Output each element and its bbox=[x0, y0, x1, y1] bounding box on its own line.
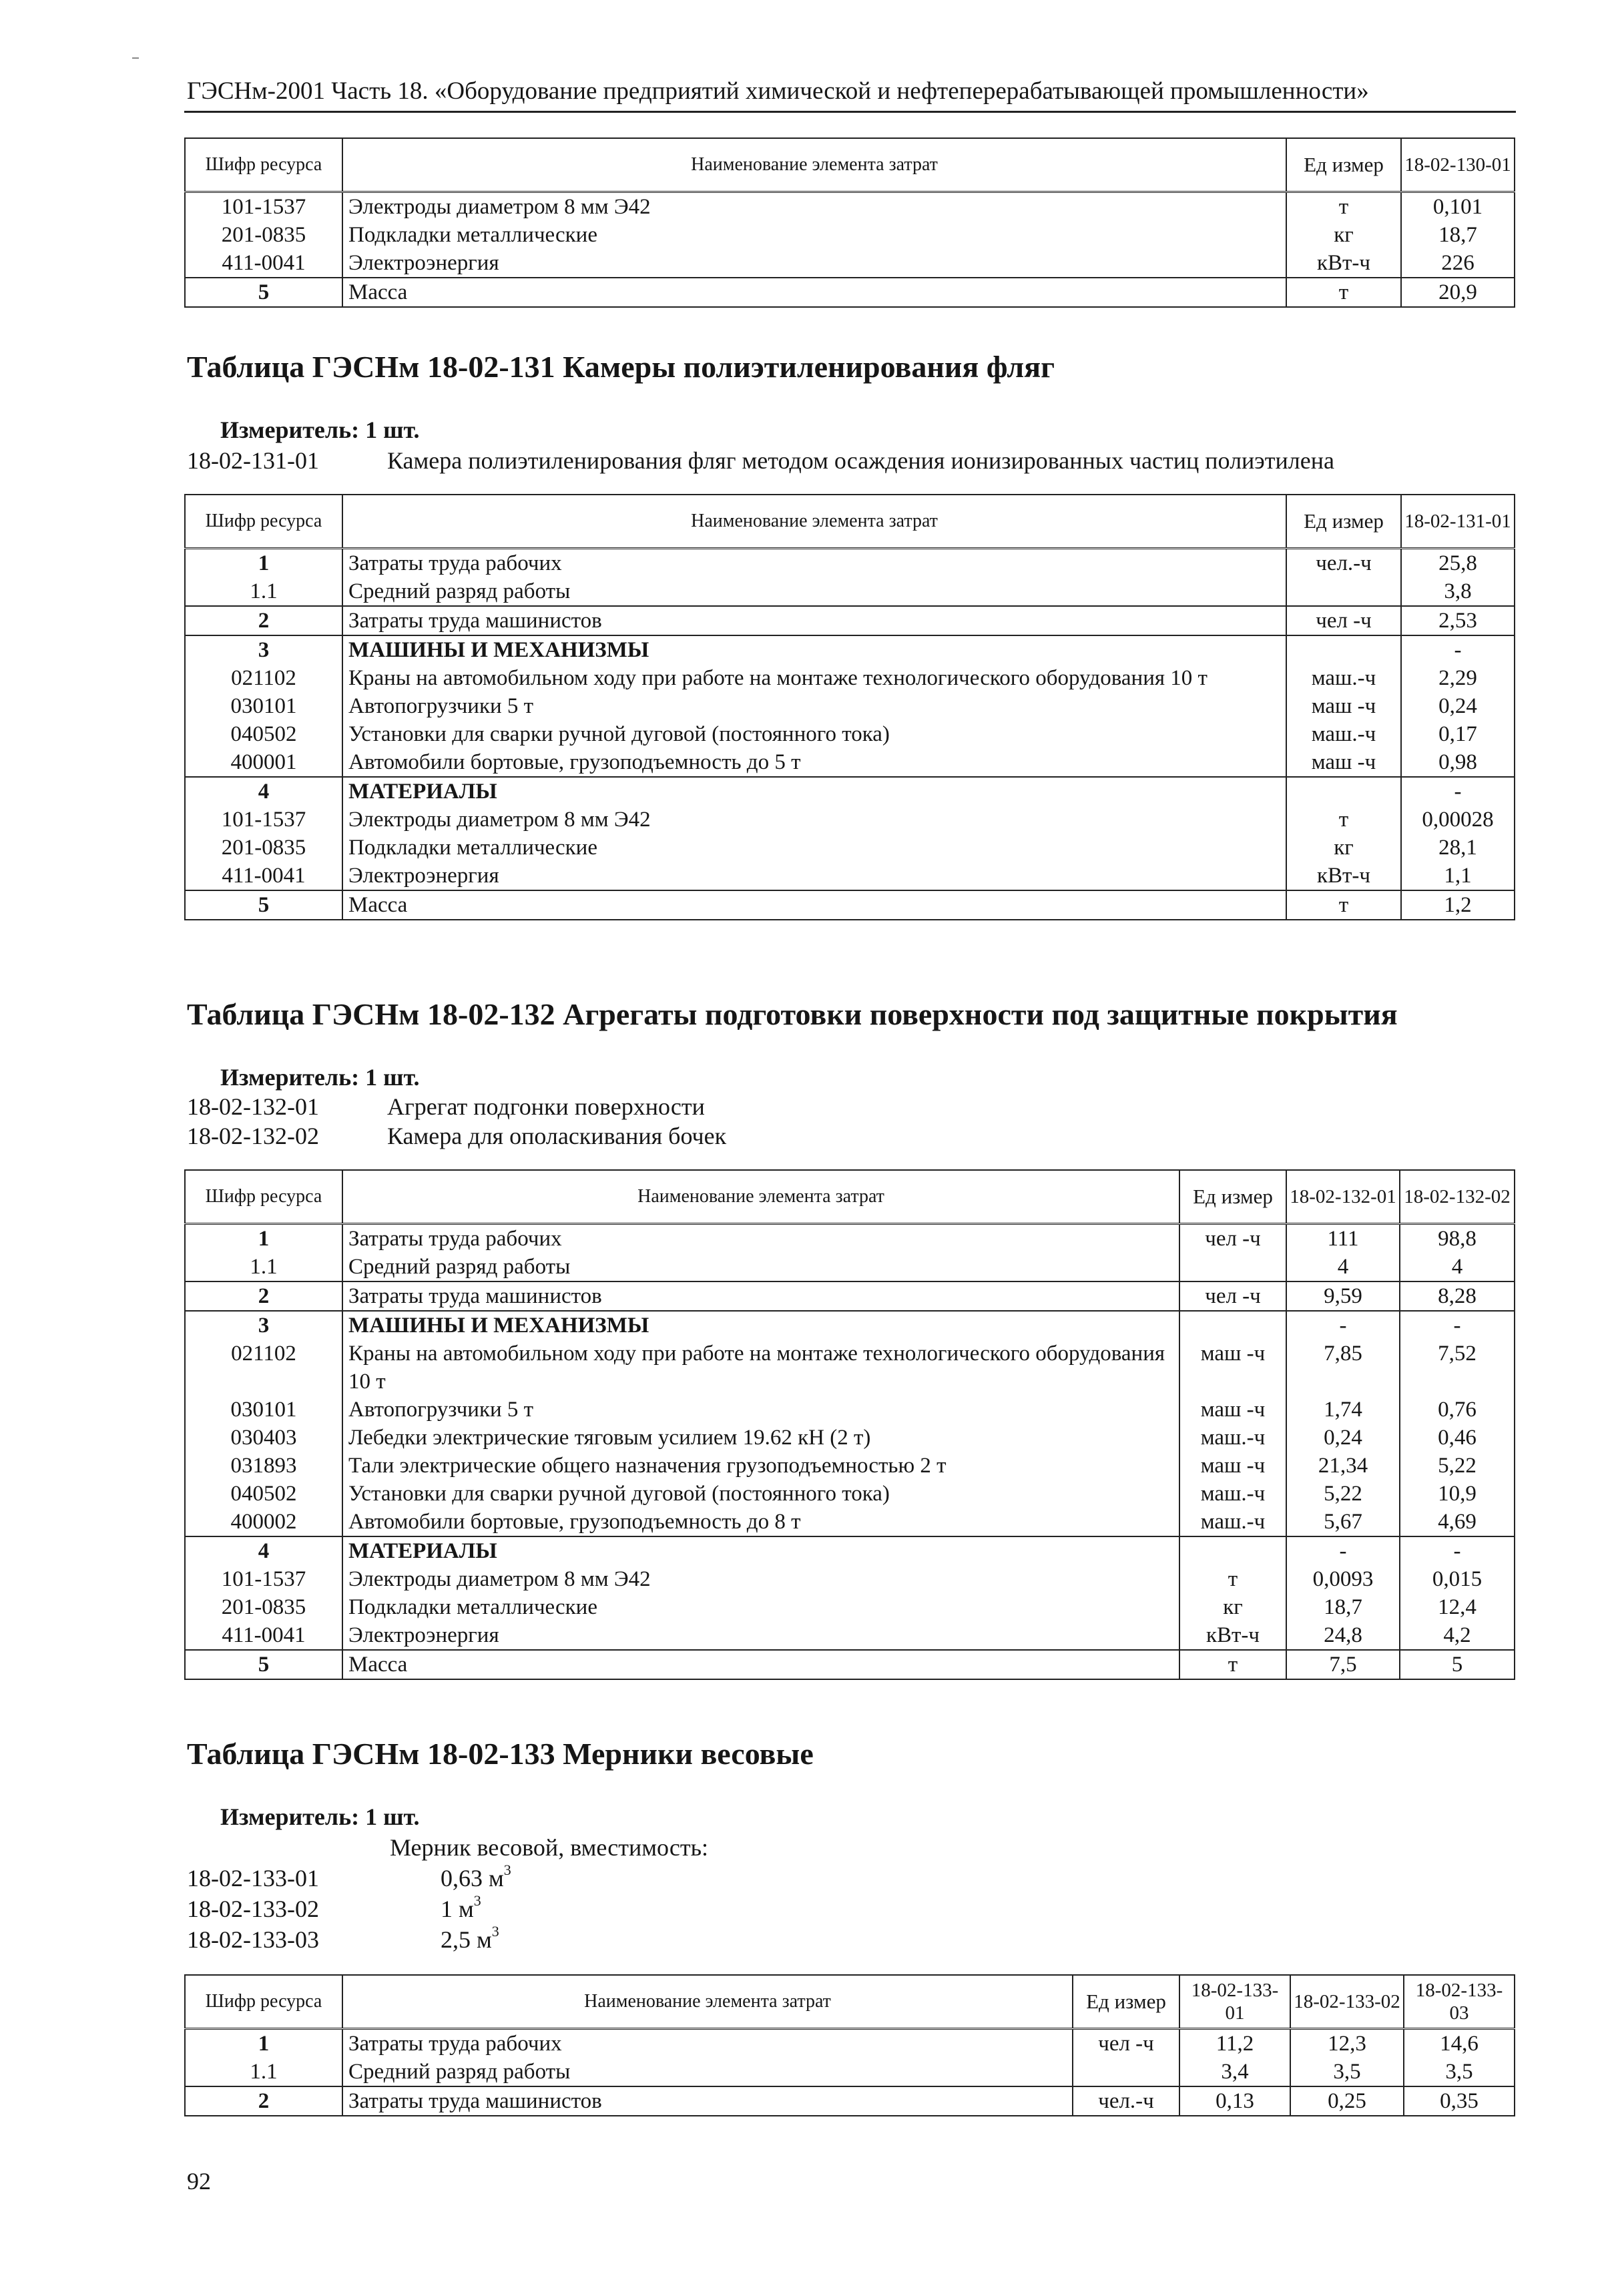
row-code: 1.1 bbox=[185, 2058, 342, 2086]
row-value: 9,59 bbox=[1286, 1281, 1400, 1311]
col-header-name: Наименование элемента затрат bbox=[342, 138, 1286, 192]
row-code: 1 bbox=[185, 2028, 342, 2058]
item-intro: Мерник весовой, вместимость: bbox=[390, 1834, 709, 1861]
item-code: 18-02-131-01 bbox=[187, 447, 319, 474]
table-header-row bbox=[185, 138, 1515, 192]
table-row bbox=[185, 249, 1515, 278]
item-capacity: 2,5 $м^3$ bbox=[441, 1923, 499, 1953]
page-number: 92 bbox=[187, 2168, 211, 2195]
running-head: ГЭСНм-2001 Часть 18. «Оборудование предприятий химической и нефтеперерабатывающей промышленности» bbox=[187, 77, 1369, 105]
row-value: 11,2 bbox=[1179, 2028, 1290, 2058]
table-row bbox=[185, 1396, 1515, 1424]
row-value: 28,1 bbox=[1401, 834, 1515, 862]
row-name: Краны на автомобильном ходу при работе на монтаже технологического оборудования 10 т bbox=[342, 664, 1286, 692]
row-code: 4 bbox=[185, 777, 342, 806]
meter-label: Измеритель: bbox=[220, 416, 360, 443]
row-unit: чел -ч bbox=[1286, 606, 1401, 635]
row-name: Затраты труда машинистов bbox=[342, 606, 1286, 635]
row-value: 3,5 bbox=[1404, 2058, 1515, 2086]
table-row bbox=[185, 890, 1515, 920]
row-value: 12,4 bbox=[1400, 1593, 1515, 1621]
row-unit: чел -ч bbox=[1179, 1223, 1286, 1253]
table-18-02-133 bbox=[184, 1974, 1515, 2116]
row-code: 3 bbox=[185, 1311, 342, 1340]
item-capacity: 0,63 $м^3$ bbox=[441, 1861, 511, 1892]
row-code: 201-0835 bbox=[185, 834, 342, 862]
row-unit: маш.-ч bbox=[1179, 1508, 1286, 1536]
row-code: 400001 bbox=[185, 748, 342, 777]
row-unit: т bbox=[1179, 1565, 1286, 1593]
row-name: Средний разряд работы bbox=[342, 2058, 1073, 2086]
table-row bbox=[185, 1223, 1515, 1253]
row-value: 226 bbox=[1401, 249, 1515, 278]
row-name: Установки для сварки ручной дуговой (постоянного тока) bbox=[342, 1480, 1179, 1508]
row-code: 411-0041 bbox=[185, 862, 342, 890]
row-value: 111 bbox=[1286, 1223, 1400, 1253]
row-name: Лебедки электрические тяговым усилием 19.62 кН (2 т) bbox=[342, 1424, 1179, 1452]
row-value: 20,9 bbox=[1401, 278, 1515, 307]
row-code: 1 bbox=[185, 548, 342, 577]
table-row bbox=[185, 1424, 1515, 1452]
row-value: - bbox=[1400, 1536, 1515, 1565]
row-unit: маш.-ч bbox=[1286, 664, 1401, 692]
col-header-name: Наименование элемента затрат bbox=[342, 1170, 1179, 1223]
table-row bbox=[185, 1253, 1515, 1281]
table-row bbox=[185, 192, 1515, 221]
row-value: 3,4 bbox=[1179, 2058, 1290, 2086]
row-unit bbox=[1286, 635, 1401, 664]
row-code: 101-1537 bbox=[185, 192, 342, 221]
meter-value: 1 шт. bbox=[365, 1803, 420, 1830]
row-code: 040502 bbox=[185, 720, 342, 748]
row-name: Средний разряд работы bbox=[342, 1253, 1179, 1281]
col-header-unit: Ед измер bbox=[1073, 1975, 1179, 2028]
row-name: Электроды диаметром 8 мм Э42 bbox=[342, 1565, 1179, 1593]
row-value: 0,35 bbox=[1404, 2086, 1515, 2116]
item-name: Агрегат подгонки поверхности bbox=[387, 1093, 705, 1120]
table-row bbox=[185, 748, 1515, 777]
meter-value: 1 шт. bbox=[365, 1064, 420, 1091]
row-name: Автопогрузчики 5 т bbox=[342, 692, 1286, 720]
row-code: 411-0041 bbox=[185, 1621, 342, 1650]
table-row bbox=[185, 606, 1515, 635]
row-unit: чел -ч bbox=[1073, 2028, 1179, 2058]
table-title-133: Таблица ГЭСНм 18-02-133 Мерники весовые bbox=[187, 1737, 814, 1771]
col-header-name: Наименование элемента затрат bbox=[342, 495, 1286, 548]
col-header-code: Шифр ресурса bbox=[185, 1170, 342, 1223]
table-title-132: Таблица ГЭСНм 18-02-132 Агрегаты подготовки поверхности под защитные покрытия bbox=[187, 997, 1398, 1031]
table-row bbox=[185, 664, 1515, 692]
item-capacity: 1 $м^3$ bbox=[441, 1892, 481, 1922]
row-value: 2,53 bbox=[1401, 606, 1515, 635]
col-header-norm: 18-02-133-03 bbox=[1404, 1975, 1515, 2028]
row-unit bbox=[1286, 577, 1401, 606]
row-code: 5 bbox=[185, 1650, 342, 1679]
col-header-norm: 18-02-133-02 bbox=[1290, 1975, 1404, 2028]
table-18-02-132 bbox=[184, 1169, 1515, 1680]
row-name: Электроэнергия bbox=[342, 862, 1286, 890]
row-value: 7,5 bbox=[1286, 1650, 1400, 1679]
table-row bbox=[185, 1480, 1515, 1508]
row-name: Электроды диаметром 8 мм Э42 bbox=[342, 806, 1286, 834]
row-unit: чел.-ч bbox=[1286, 548, 1401, 577]
row-name: Затраты труда машинистов bbox=[342, 2086, 1073, 2116]
col-header-unit: Ед измер bbox=[1286, 495, 1401, 548]
row-code: 201-0835 bbox=[185, 221, 342, 249]
table-title-131: Таблица ГЭСНм 18-02-131 Камеры полиэтиленирования фляг bbox=[187, 350, 1055, 384]
row-name: Установки для сварки ручной дуговой (постоянного тока) bbox=[342, 720, 1286, 748]
row-name: Автомобили бортовые, грузоподъемность до 5 т bbox=[342, 748, 1286, 777]
row-name: Масса bbox=[342, 1650, 1179, 1679]
row-code: 1.1 bbox=[185, 1253, 342, 1281]
row-value: 2,29 bbox=[1401, 664, 1515, 692]
item-code: 18-02-133-02 bbox=[187, 1896, 319, 1922]
row-value: 0,13 bbox=[1179, 2086, 1290, 2116]
row-code: 5 bbox=[185, 278, 342, 307]
row-value: 1,74 bbox=[1286, 1396, 1400, 1424]
row-value: - bbox=[1401, 777, 1515, 806]
row-value: 3,8 bbox=[1401, 577, 1515, 606]
row-code: 2 bbox=[185, 606, 342, 635]
item-code: 18-02-133-01 bbox=[187, 1865, 319, 1892]
row-unit: маш -ч bbox=[1286, 748, 1401, 777]
row-unit: т bbox=[1286, 278, 1401, 307]
row-value: 5 bbox=[1400, 1650, 1515, 1679]
row-value: 4 bbox=[1286, 1253, 1400, 1281]
table-row bbox=[185, 577, 1515, 606]
table-row bbox=[185, 2086, 1515, 2116]
row-name: Краны на автомобильном ходу при работе на монтаже технологического оборудования 10 т bbox=[342, 1340, 1179, 1396]
running-head-rule bbox=[184, 111, 1516, 113]
row-code: 2 bbox=[185, 2086, 342, 2116]
table-row bbox=[185, 1452, 1515, 1480]
row-value: 12,3 bbox=[1290, 2028, 1404, 2058]
table-row bbox=[185, 278, 1515, 307]
row-code: 040502 bbox=[185, 1480, 342, 1508]
row-unit: маш.-ч bbox=[1286, 720, 1401, 748]
item-code: 18-02-132-02 bbox=[187, 1123, 319, 1149]
row-value: - bbox=[1286, 1311, 1400, 1340]
row-code: 5 bbox=[185, 890, 342, 920]
table-section-row bbox=[185, 1536, 1515, 1565]
section-heading: МАТЕРИАЛЫ bbox=[342, 1536, 1179, 1565]
row-unit bbox=[1179, 1311, 1286, 1340]
row-value: 3,5 bbox=[1290, 2058, 1404, 2086]
row-unit: чел.-ч bbox=[1073, 2086, 1179, 2116]
row-value: - bbox=[1401, 635, 1515, 664]
table-row bbox=[185, 720, 1515, 748]
row-value: 0,015 bbox=[1400, 1565, 1515, 1593]
meter-line-133 bbox=[220, 1802, 419, 1831]
row-unit: кВт-ч bbox=[1179, 1621, 1286, 1650]
item-line bbox=[187, 1863, 788, 1893]
row-unit: кг bbox=[1286, 221, 1401, 249]
row-value: 0,24 bbox=[1401, 692, 1515, 720]
col-header-norm: 18-02-132-02 bbox=[1400, 1170, 1515, 1223]
section-heading: МАТЕРИАЛЫ bbox=[342, 777, 1286, 806]
row-value: 0,24 bbox=[1286, 1424, 1400, 1452]
col-header-name: Наименование элемента затрат bbox=[342, 1975, 1073, 2028]
row-name: Тали электрические общего назначения грузоподъемностью 2 т bbox=[342, 1452, 1179, 1480]
col-header-unit: Ед измер bbox=[1286, 138, 1401, 192]
meter-value: 1 шт. bbox=[365, 416, 420, 443]
row-value: 1,2 bbox=[1401, 890, 1515, 920]
row-unit bbox=[1286, 777, 1401, 806]
row-unit: маш -ч bbox=[1179, 1340, 1286, 1396]
table-row bbox=[185, 1508, 1515, 1536]
item-line bbox=[187, 1894, 788, 1924]
table-row bbox=[185, 548, 1515, 577]
row-value: 4 bbox=[1400, 1253, 1515, 1281]
row-code: 030101 bbox=[185, 1396, 342, 1424]
row-name: Масса bbox=[342, 890, 1286, 920]
row-value: 7,85 bbox=[1286, 1340, 1400, 1396]
table-row bbox=[185, 1565, 1515, 1593]
col-header-code: Шифр ресурса bbox=[185, 138, 342, 192]
row-value: 0,76 bbox=[1400, 1396, 1515, 1424]
meter-line-132 bbox=[220, 1063, 419, 1092]
row-value: 0,17 bbox=[1401, 720, 1515, 748]
row-code: 101-1537 bbox=[185, 806, 342, 834]
table-section-row bbox=[185, 777, 1515, 806]
meter-label: Измеритель: bbox=[220, 1803, 360, 1830]
row-code: 2 bbox=[185, 1281, 342, 1311]
table-row bbox=[185, 2028, 1515, 2058]
row-code: 101-1537 bbox=[185, 1565, 342, 1593]
row-value: 0,0093 bbox=[1286, 1565, 1400, 1593]
row-code: 201-0835 bbox=[185, 1593, 342, 1621]
row-value: 0,00028 bbox=[1401, 806, 1515, 834]
row-unit: маш.-ч bbox=[1179, 1480, 1286, 1508]
meter-label: Измеритель: bbox=[220, 1064, 360, 1091]
row-unit: маш.-ч bbox=[1179, 1424, 1286, 1452]
table-row bbox=[185, 834, 1515, 862]
table-row bbox=[185, 1340, 1515, 1396]
col-header-norm: 18-02-132-01 bbox=[1286, 1170, 1400, 1223]
item-line bbox=[187, 1092, 1515, 1121]
col-header-unit: Ед измер bbox=[1179, 1170, 1286, 1223]
row-code: 411-0041 bbox=[185, 249, 342, 278]
row-code: 1 bbox=[185, 1223, 342, 1253]
row-unit: т bbox=[1286, 192, 1401, 221]
item-code: 18-02-132-01 bbox=[187, 1093, 319, 1120]
item-line bbox=[187, 1121, 1515, 1151]
item-line bbox=[187, 446, 1515, 475]
row-code: 031893 bbox=[185, 1452, 342, 1480]
table-row bbox=[185, 2058, 1515, 2086]
row-unit: маш -ч bbox=[1179, 1396, 1286, 1424]
col-header-norm: 18-02-133-01 bbox=[1179, 1975, 1290, 2028]
row-value: 7,52 bbox=[1400, 1340, 1515, 1396]
col-header-norm: 18-02-131-01 bbox=[1401, 495, 1515, 548]
table-18-02-130-continuation bbox=[184, 137, 1515, 308]
row-code: 4 bbox=[185, 1536, 342, 1565]
table-header-row bbox=[185, 495, 1515, 548]
row-unit: кВт-ч bbox=[1286, 862, 1401, 890]
row-value: 25,8 bbox=[1401, 548, 1515, 577]
row-value: 21,34 bbox=[1286, 1452, 1400, 1480]
row-unit bbox=[1179, 1536, 1286, 1565]
table-row bbox=[185, 1650, 1515, 1679]
item-name: Камера для ополаскивания бочек bbox=[387, 1123, 727, 1149]
table-row bbox=[185, 806, 1515, 834]
row-name: Затраты труда рабочих bbox=[342, 2028, 1073, 2058]
row-value: 10,9 bbox=[1400, 1480, 1515, 1508]
table-row bbox=[185, 1593, 1515, 1621]
row-code: 3 bbox=[185, 635, 342, 664]
row-value: 4,2 bbox=[1400, 1621, 1515, 1650]
row-value: 5,67 bbox=[1286, 1508, 1400, 1536]
table-row bbox=[185, 1281, 1515, 1311]
col-header-code: Шифр ресурса bbox=[185, 1975, 342, 2028]
row-value: 8,28 bbox=[1400, 1281, 1515, 1311]
row-unit: кг bbox=[1286, 834, 1401, 862]
row-value: 0,98 bbox=[1401, 748, 1515, 777]
row-name: Автопогрузчики 5 т bbox=[342, 1396, 1179, 1424]
row-code: 021102 bbox=[185, 1340, 342, 1396]
row-name: Подкладки металлические bbox=[342, 221, 1286, 249]
table-row bbox=[185, 692, 1515, 720]
row-unit: чел -ч bbox=[1179, 1281, 1286, 1311]
row-name: Электроды диаметром 8 мм Э42 bbox=[342, 192, 1286, 221]
row-value: 5,22 bbox=[1286, 1480, 1400, 1508]
item-code: 18-02-133-03 bbox=[187, 1926, 319, 1953]
row-value: - bbox=[1286, 1536, 1400, 1565]
row-name: Затраты труда рабочих bbox=[342, 548, 1286, 577]
section-heading: МАШИНЫ И МЕХАНИЗМЫ bbox=[342, 635, 1286, 664]
col-header-code: Шифр ресурса bbox=[185, 495, 342, 548]
table-header-row bbox=[185, 1975, 1515, 2028]
row-unit bbox=[1179, 1253, 1286, 1281]
row-name: Масса bbox=[342, 278, 1286, 307]
row-value: 14,6 bbox=[1404, 2028, 1515, 2058]
row-value: 18,7 bbox=[1286, 1593, 1400, 1621]
row-name: Затраты труда рабочих bbox=[342, 1223, 1179, 1253]
row-name: Затраты труда машинистов bbox=[342, 1281, 1179, 1311]
table-header-row bbox=[185, 1170, 1515, 1223]
meter-line-131 bbox=[220, 415, 419, 445]
row-name: Подкладки металлические bbox=[342, 834, 1286, 862]
item-name: Камера полиэтиленирования фляг методом осаждения ионизированных частиц полиэтилена bbox=[387, 447, 1334, 474]
row-value: 4,69 bbox=[1400, 1508, 1515, 1536]
section-heading: МАШИНЫ И МЕХАНИЗМЫ bbox=[342, 1311, 1179, 1340]
row-name: Электроэнергия bbox=[342, 1621, 1179, 1650]
col-header-norm: 18-02-130-01 bbox=[1401, 138, 1515, 192]
row-value: 18,7 bbox=[1401, 221, 1515, 249]
row-unit: т bbox=[1179, 1650, 1286, 1679]
row-unit: т bbox=[1286, 890, 1401, 920]
row-unit: маш -ч bbox=[1286, 692, 1401, 720]
scan-edge-mark bbox=[132, 57, 139, 59]
table-18-02-131 bbox=[184, 494, 1515, 920]
row-name: Электроэнергия bbox=[342, 249, 1286, 278]
row-value: - bbox=[1400, 1311, 1515, 1340]
row-value: 0,46 bbox=[1400, 1424, 1515, 1452]
table-row bbox=[185, 862, 1515, 890]
row-code: 030101 bbox=[185, 692, 342, 720]
row-unit: кВт-ч bbox=[1286, 249, 1401, 278]
row-value: 0,25 bbox=[1290, 2086, 1404, 2116]
row-code: 1.1 bbox=[185, 577, 342, 606]
item-line bbox=[187, 1925, 788, 1954]
row-name: Автомобили бортовые, грузоподъемность до 8 т bbox=[342, 1508, 1179, 1536]
row-unit: маш -ч bbox=[1179, 1452, 1286, 1480]
row-name: Средний разряд работы bbox=[342, 577, 1286, 606]
row-name: Подкладки металлические bbox=[342, 1593, 1179, 1621]
row-value: 98,8 bbox=[1400, 1223, 1515, 1253]
table-row bbox=[185, 221, 1515, 249]
row-value: 0,101 bbox=[1401, 192, 1515, 221]
table-section-row bbox=[185, 1311, 1515, 1340]
row-value: 24,8 bbox=[1286, 1621, 1400, 1650]
row-code: 400002 bbox=[185, 1508, 342, 1536]
row-unit bbox=[1073, 2058, 1179, 2086]
row-code: 030403 bbox=[185, 1424, 342, 1452]
table-section-row bbox=[185, 635, 1515, 664]
row-unit: кг bbox=[1179, 1593, 1286, 1621]
row-value: 1,1 bbox=[1401, 862, 1515, 890]
row-code: 021102 bbox=[185, 664, 342, 692]
row-value: 5,22 bbox=[1400, 1452, 1515, 1480]
row-unit: т bbox=[1286, 806, 1401, 834]
table-row bbox=[185, 1621, 1515, 1650]
